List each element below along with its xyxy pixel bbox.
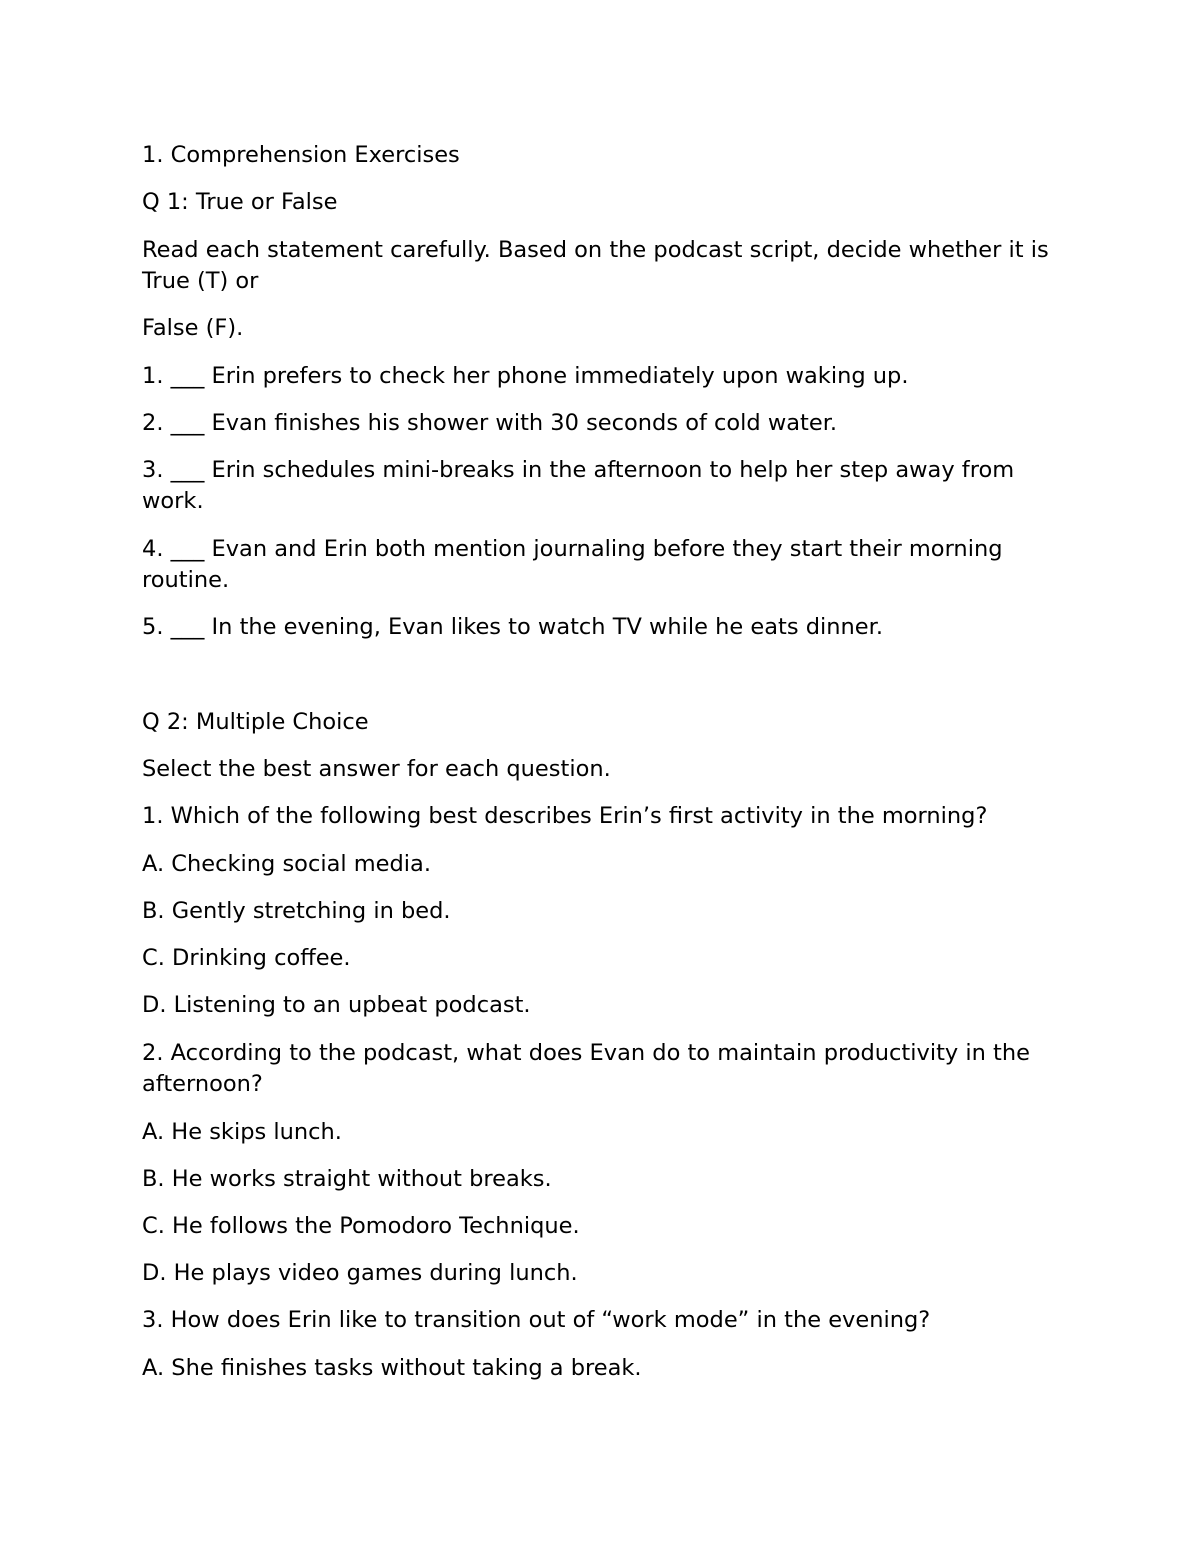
q1-heading: Q 1: True or False — [142, 189, 338, 215]
mc-option: A. Checking social media. — [142, 851, 431, 877]
mc-question: 3. How does Erin like to transition out of “work mode” in the evening? — [142, 1307, 931, 1333]
mc-option: C. He follows the Pomodoro Technique. — [142, 1213, 580, 1239]
tf-statement: 5. ___ In the evening, Evan likes to watch TV while he eats dinner. — [142, 614, 883, 640]
mc-option: A. He skips lunch. — [142, 1119, 342, 1145]
mc-option: D. Listening to an upbeat podcast. — [142, 992, 531, 1018]
mc-option: D. He plays video games during lunch. — [142, 1260, 578, 1286]
mc-option: B. He works straight without breaks. — [142, 1166, 552, 1192]
mc-question: 1. Which of the following best describes Erin’s first activity in the morning? — [142, 803, 988, 829]
mc-option: C. Drinking coffee. — [142, 945, 351, 971]
tf-statement: 3. ___ Erin schedules mini-breaks in the afternoon to help her step away from work. — [142, 457, 1015, 514]
tf-statement: 2. ___ Evan finishes his shower with 30 seconds of cold water. — [142, 410, 838, 436]
mc-option: B. Gently stretching in bed. — [142, 898, 451, 924]
section-title: 1. Comprehension Exercises — [142, 142, 460, 168]
q1-instructions-continued: False (F). — [142, 315, 244, 341]
tf-statement: 1. ___ Erin prefers to check her phone immediately upon waking up. — [142, 363, 909, 389]
q2-heading: Q 2: Multiple Choice — [142, 709, 369, 735]
mc-option: A. She finishes tasks without taking a break. — [142, 1355, 642, 1381]
mc-question: 2. According to the podcast, what does Evan do to maintain productivity in the afternoon? — [142, 1040, 1030, 1097]
q2-instructions: Select the best answer for each question. — [142, 756, 611, 782]
tf-statement: 4. ___ Evan and Erin both mention journaling before they start their morning routine. — [142, 536, 1003, 593]
q1-instructions: Read each statement carefully. Based on the podcast script, decide whether it is True (T) or — [142, 237, 1049, 294]
